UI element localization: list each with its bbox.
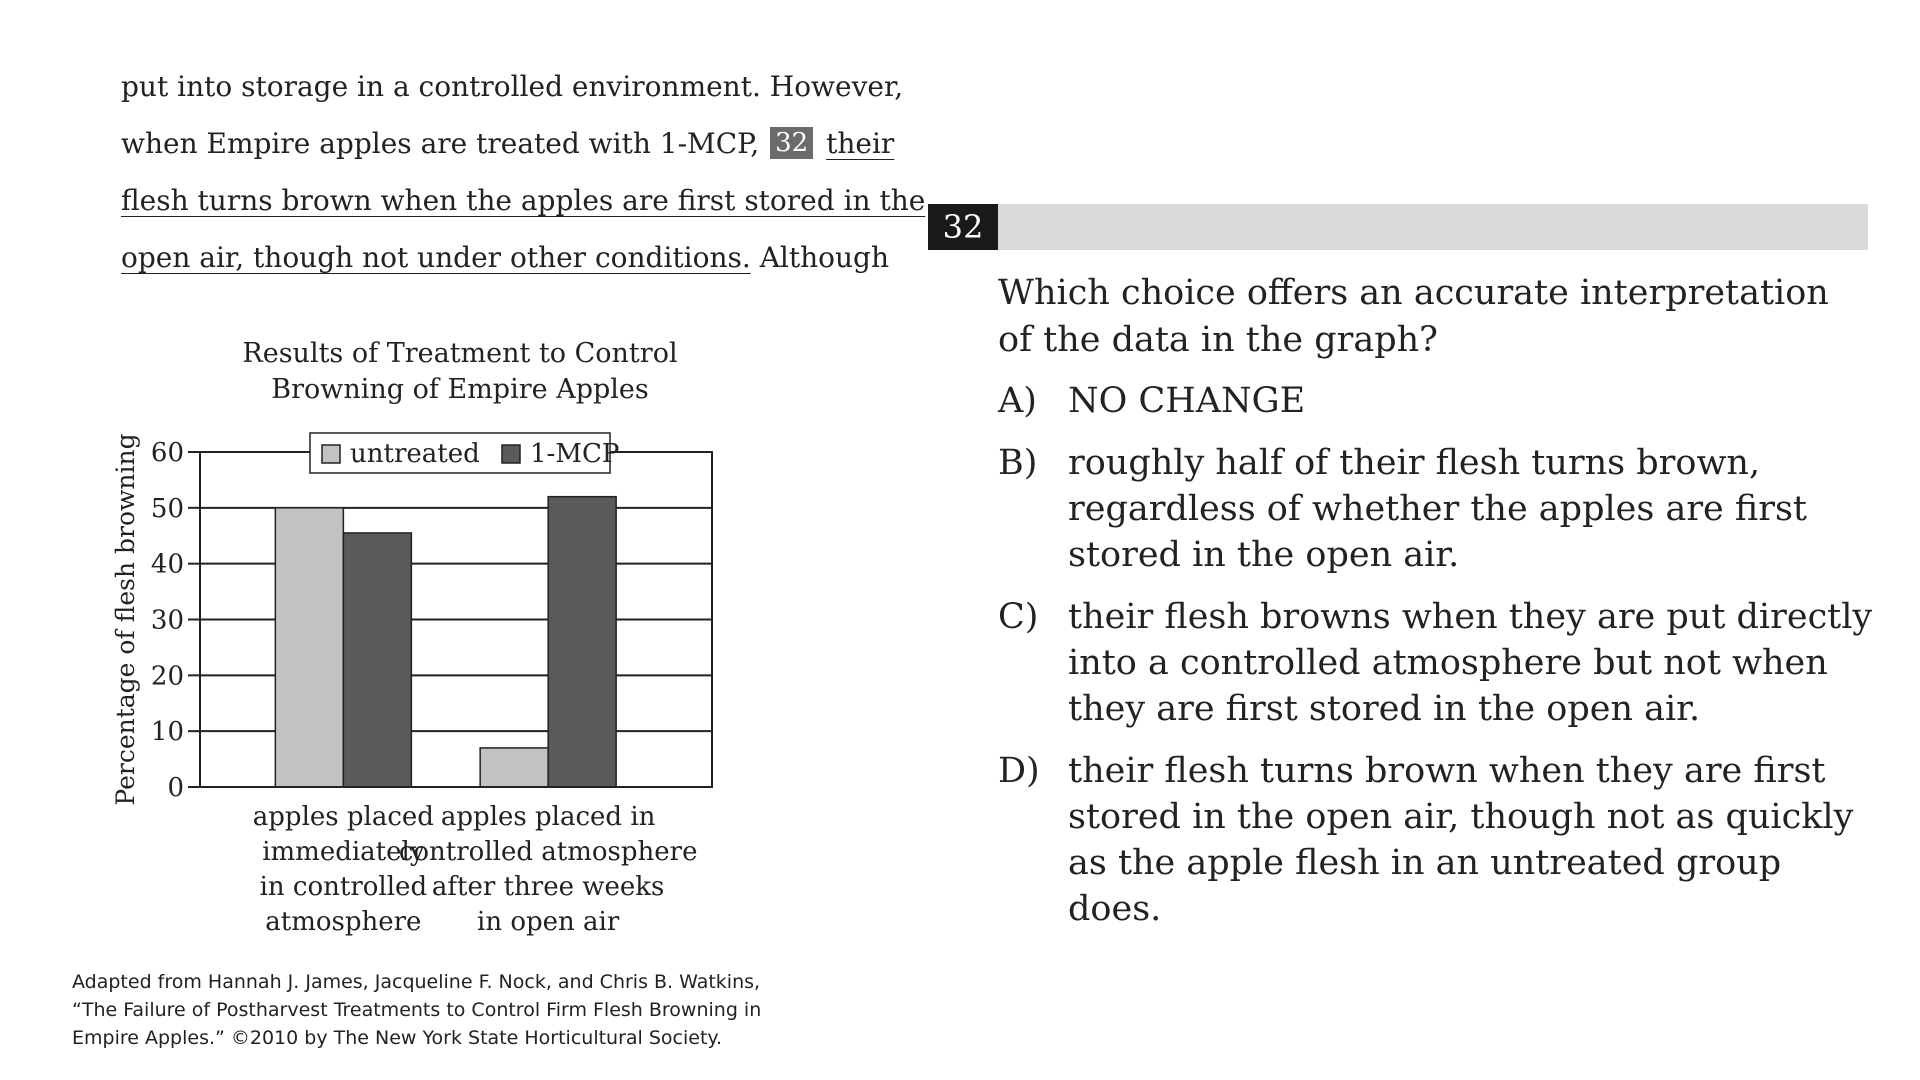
y-tick-label: 20	[150, 661, 184, 692]
legend-label: 1-MCP	[530, 439, 620, 469]
x-category-label: in open air	[477, 907, 620, 937]
question-reference-badge[interactable]: 32	[770, 127, 813, 159]
passage-line	[121, 115, 895, 172]
chart-title	[160, 336, 760, 408]
choice-letter: C)	[998, 597, 1039, 637]
choice-text: their flesh browns when they are put directly into a controlled atmosphere but not when they are first stored in the open air.	[1068, 597, 1873, 729]
chart-title-line: Browning of Empire Apples	[271, 374, 649, 405]
answer-choice-c[interactable]	[998, 594, 1878, 732]
x-category-label: immediately	[262, 837, 425, 867]
choice-letter: D)	[998, 751, 1040, 791]
passage-line	[121, 58, 904, 115]
passage-line	[121, 172, 926, 229]
answer-choice-b[interactable]	[998, 440, 1878, 578]
legend-label: untreated	[350, 439, 480, 469]
answer-choice-d[interactable]	[998, 748, 1878, 932]
question-stem: Which choice offers an accurate interpretation of the data in the graph?	[998, 273, 1829, 360]
bar-chart	[100, 425, 740, 950]
y-tick-label: 30	[150, 605, 184, 636]
bar-1-mcp-2	[548, 497, 616, 787]
chart-title-line: Results of Treatment to Control	[242, 338, 678, 369]
answer-choices	[998, 378, 1878, 948]
legend-swatch	[322, 445, 340, 463]
source-line: “The Failure of Postharvest Treatments to Control Firm Flesh Browning in	[72, 999, 762, 1021]
underlined-passage-segment: their	[826, 127, 895, 160]
underlined-passage-segment: flesh turns brown when the apples are first stored in the	[121, 184, 926, 217]
choice-letter: A)	[998, 381, 1037, 421]
question-number: 32	[928, 204, 998, 250]
choice-text: their flesh turns brown when they are first stored in the open air, though not as quickly as the apple flesh in an untreated group does.	[1068, 751, 1854, 929]
y-axis-label: Percentage of flesh browning	[111, 433, 140, 806]
x-category-label: after three weeks	[431, 872, 665, 902]
source-line: Empire Apples.” ©2010 by The New York State Horticultural Society.	[72, 1027, 722, 1049]
x-category-label: controlled atmosphere	[398, 837, 698, 867]
passage-line	[121, 229, 889, 286]
x-category-label: in controlled	[259, 872, 428, 902]
passage-text	[121, 58, 926, 286]
x-category-label: apples placed in	[440, 802, 656, 832]
underlined-passage-segment: open air, though not under other conditions.	[121, 241, 751, 274]
passage-text-segment: put into storage in a controlled environment. However,	[121, 70, 904, 103]
y-tick-label: 50	[150, 493, 184, 524]
question-header-bar	[928, 204, 1868, 250]
y-tick-label: 10	[150, 717, 184, 748]
choice-text: roughly half of their flesh turns brown, regardless of whether the apples are first stored in the open air.	[1068, 443, 1807, 575]
choice-text: NO CHANGE	[1068, 381, 1306, 421]
x-category-label: apples placed	[252, 802, 434, 832]
bar-1-mcp-1	[343, 533, 411, 787]
source-line: Adapted from Hannah J. James, Jacqueline F. Nock, and Chris B. Watkins,	[72, 971, 761, 993]
bar-untreated-1	[275, 508, 343, 787]
y-tick-label: 60	[150, 438, 184, 468]
passage-text-segment: Although	[759, 241, 889, 274]
source-citation	[72, 968, 812, 1052]
choice-letter: B)	[998, 443, 1038, 483]
y-tick-label: 0	[167, 773, 184, 803]
legend-swatch	[502, 445, 520, 463]
bar-untreated-2	[480, 748, 548, 787]
answer-choice-a[interactable]	[998, 378, 1878, 424]
passage-text-segment: when Empire apples are treated with 1-MCP,	[121, 127, 760, 160]
y-tick-label: 40	[150, 549, 184, 580]
x-category-label: atmosphere	[265, 907, 422, 937]
